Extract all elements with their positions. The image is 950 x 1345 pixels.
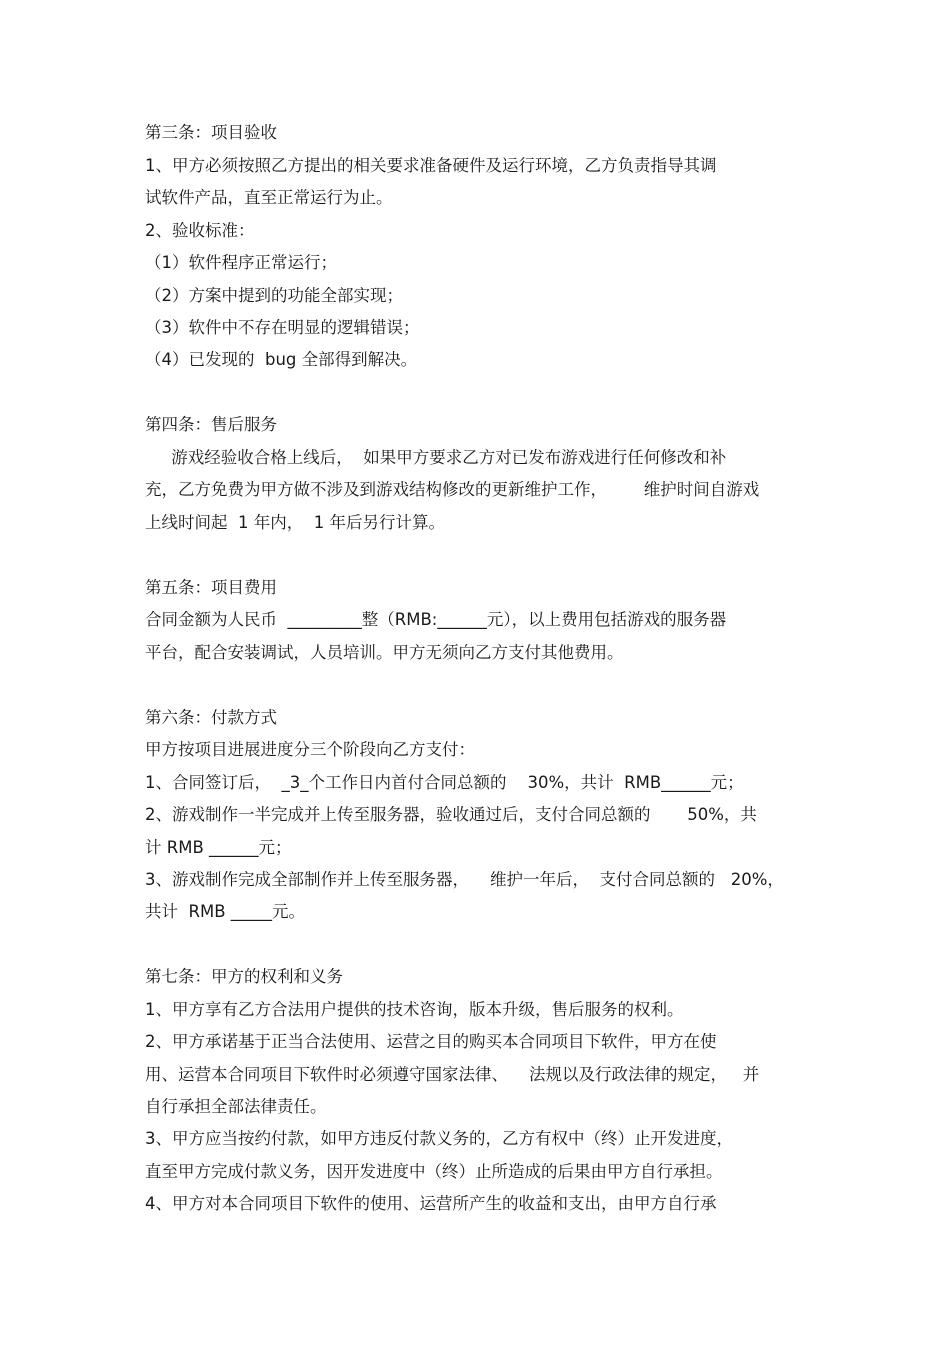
article-4-heading: 第四条：售后服务 (145, 415, 277, 434)
article-7-clause-4-line-1: 4、甲方对本合同项目下软件的使用、运营所产生的收益和支出，由甲方自行承 (145, 1194, 717, 1213)
article-3-clause-1-line-2: 试软件产品，直至正常运行为止。 (145, 188, 393, 207)
article-7-clause-3-line-2: 直至甲方完成付款义务，因开发进度中（终）止所造成的后果由甲方自行承担。 (145, 1162, 723, 1181)
acceptance-criterion-4: （4）已发现的 bug 全部得到解决。 (145, 350, 418, 369)
article-5-line-1: 合同金额为人民币 _________整（RMB:______元），以上费用包括游戏的服务器 (145, 610, 727, 629)
payment-stage-3-line-1: 3、游戏制作完成全部制作并上传至服务器， 维护一年后， 支付合同总额的 20%， (145, 870, 784, 889)
article-5-line-2: 平台，配合安装调试，人员培训。甲方无须向乙方支付其他费用。 (145, 643, 624, 662)
article-4-line-2: 充，乙方免费为甲方做不涉及到游戏结构修改的更新维护工作， 维护时间自游戏 (145, 480, 760, 499)
article-6-heading: 第六条：付款方式 (145, 708, 277, 727)
acceptance-criterion-1: （1）软件程序正常运行； (145, 253, 337, 272)
payment-stage-2-line-1: 2、游戏制作一半完成并上传至服务器，验收通过后，支付合同总额的 50%，共 (145, 805, 757, 824)
payment-stage-2-line-2: 计 RMB ______元； (145, 838, 292, 857)
article-4-line-3: 上线时间起 1 年内， 1 年后另行计算。 (145, 513, 445, 532)
article-3-heading: 第三条：项目验收 (145, 123, 277, 142)
article-7-heading: 第七条：甲方的权利和义务 (145, 967, 343, 986)
article-7-clause-3-line-1: 3、甲方应当按约付款，如甲方违反付款义务的，乙方有权中（终）止开发进度， (145, 1129, 733, 1148)
article-3-clause-2: 2、验收标准： (145, 221, 255, 240)
payment-stage-3-line-2: 共计 RMB _____元。 (145, 902, 306, 921)
article-6-intro: 甲方按项目进展进度分三个阶段向乙方支付： (145, 740, 475, 759)
article-4-line-1: 游戏经验收合格上线后， 如果甲方要求乙方对已发布游戏进行任何修改和补 (145, 448, 727, 467)
acceptance-criterion-2: （2）方案中提到的功能全部实现； (145, 286, 403, 305)
article-7-clause-2-line-1: 2、甲方承诺基于正当合法使用、运营之目的购买本合同项目下软件，甲方在使 (145, 1032, 717, 1051)
article-7-clause-2-line-2: 用、运营本合同项目下软件时必须遵守国家法律、 法规以及行政法律的规定， 并 (145, 1065, 760, 1084)
acceptance-criterion-3: （3）软件中不存在明显的逻辑错误； (145, 318, 420, 337)
article-3-clause-1-line-1: 1、甲方必须按照乙方提出的相关要求准备硬件及运行环境，乙方负责指导其调 (145, 156, 717, 175)
article-7-clause-2-line-3: 自行承担全部法律责任。 (145, 1097, 327, 1116)
payment-stage-1: 1、合同签订后， _3_个工作日内首付合同总额的 30%，共计 RMB______元； (145, 773, 744, 792)
article-7-clause-1: 1、甲方享有乙方合法用户提供的技术咨询，版本升级，售后服务的权利。 (145, 1000, 684, 1019)
article-5-heading: 第五条：项目费用 (145, 578, 277, 597)
